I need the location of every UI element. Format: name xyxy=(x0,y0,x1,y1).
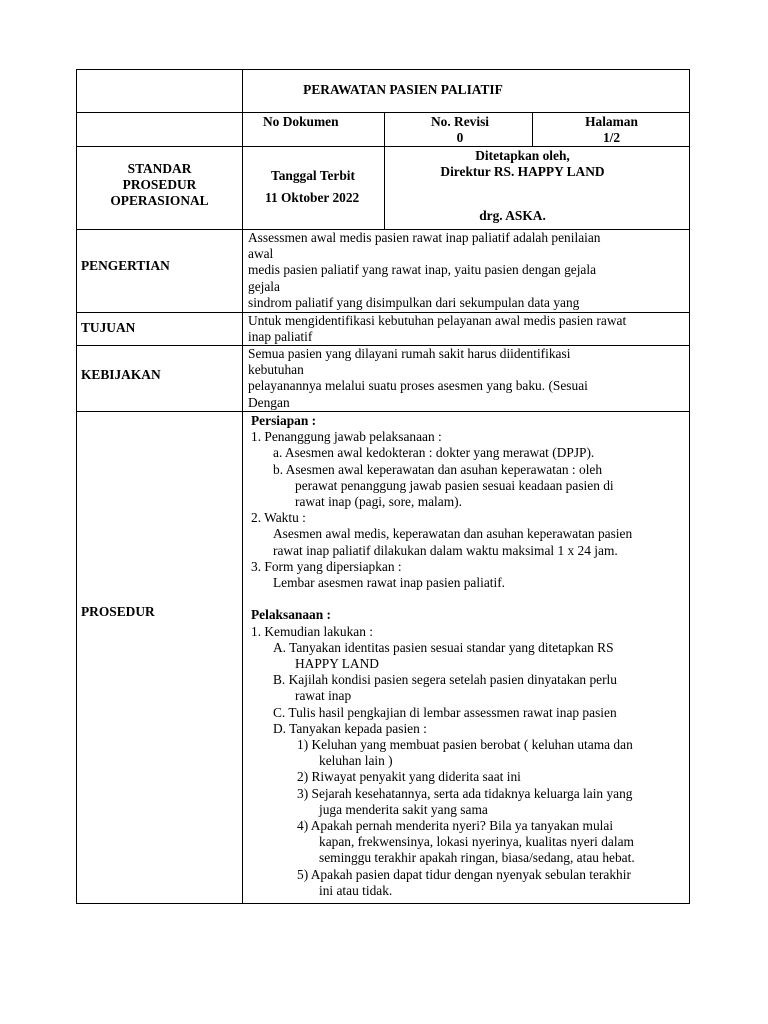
list-item: b. Asesmen awal keperawatan dan asuhan keperawatan : oleh xyxy=(273,461,603,477)
list-item: ini atau tidak. xyxy=(319,882,393,898)
document-title: PERAWATAN PASIEN PALIATIF xyxy=(303,82,503,97)
spo-line-1: STANDAR xyxy=(127,161,192,176)
pelaksanaan-heading: Pelaksanaan : xyxy=(251,607,331,623)
list-item: juga menderita sakit yang sama xyxy=(319,801,488,817)
spo-line-3: OPERASIONAL xyxy=(110,193,209,209)
tanggal-terbit-value: 11 Oktober 2022 xyxy=(265,190,360,206)
list-item: 3. Form yang dipersiapkan : xyxy=(251,558,402,574)
pengertian-label: PENGERTIAN xyxy=(81,258,170,273)
kebijakan-label: KEBIJAKAN xyxy=(81,367,161,382)
list-item: 1. Kemudian lakukan : xyxy=(251,623,373,639)
no-dokumen-label: No Dokumen xyxy=(263,114,339,129)
list-item: 4) Apakah pernah menderita nyeri? Bila ya tanyakan mulai xyxy=(297,818,614,834)
list-item: A. Tanyakan identitas pasien sesuai standar yang ditetapkan RS xyxy=(273,639,614,655)
list-item: kapan, frekwensinya, lokasi nyerinya, kualitas nyeri dalam xyxy=(319,834,634,850)
pengertian-line: sindrom paliatif yang disimpulkan dari sekumpulan data yang xyxy=(248,294,580,310)
kebijakan-line: Semua pasien yang dilayani rumah sakit harus diidentifikasi xyxy=(248,346,571,361)
pengertian-text xyxy=(248,230,601,311)
list-item: rawat inap (pagi, sore, malam). xyxy=(295,494,462,510)
list-item: 3) Sejarah kesehatannya, serta ada tidaknya keluarga lain yang xyxy=(297,785,633,801)
list-item: HAPPY LAND xyxy=(295,656,379,672)
tujuan-line: inap paliatif xyxy=(248,329,313,345)
list-item: seminggu terakhir apakah ringan, biasa/sedang, atau hebat. xyxy=(319,850,635,866)
kebijakan-line: pelayanannya melalui suatu proses asesmen yang baku. (Sesuai xyxy=(248,378,588,394)
list-item: 1) Keluhan yang membuat pasien berobat ( keluhan utama dan xyxy=(297,737,633,753)
no-revisi-cell xyxy=(420,114,500,146)
list-item: C. Tulis hasil pengkajian di lembar assessmen rawat inap pasien xyxy=(273,704,617,720)
kebijakan-line: Dengan xyxy=(248,394,290,410)
list-item: Asesmen awal medis, keperawatan dan asuhan keperawatan pasien xyxy=(273,526,633,542)
list-item: Lembar asesmen rawat inap pasien paliatif. xyxy=(273,575,506,591)
list-item: a. Asesmen awal kedokteran : dokter yang merawat (DPJP). xyxy=(273,445,595,461)
list-item: 1. Penanggung jawab pelaksanaan : xyxy=(251,429,442,445)
list-item: keluhan lain ) xyxy=(319,753,393,769)
persiapan-heading: Persiapan : xyxy=(251,413,317,428)
no-revisi-value: 0 xyxy=(456,130,464,146)
kebijakan-line: kebutuhan xyxy=(248,362,304,378)
list-item: rawat inap xyxy=(295,688,352,704)
list-item: perawat penanggung jawab pasien sesuai keadaan pasien di xyxy=(295,477,614,493)
ditetapkan-cell xyxy=(385,148,690,225)
pengertian-line: awal xyxy=(248,246,274,262)
pengertian-line: gejala xyxy=(248,278,280,294)
pengertian-line: medis pasien paliatif yang rawat inap, yaitu pasien dengan gejala xyxy=(248,262,597,278)
spacer xyxy=(251,591,635,607)
list-item: rawat inap paliatif dilakukan dalam waktu maksimal 1 x 24 jam. xyxy=(273,542,618,558)
tujuan-text xyxy=(248,313,626,345)
tujuan-label: TUJUAN xyxy=(81,320,136,335)
halaman-value: 1/2 xyxy=(602,130,621,146)
tujuan-line: Untuk mengidentifikasi kebutuhan pelayanan awal medis pasien rawat xyxy=(248,313,627,328)
list-item: B. Kajilah kondisi pasien segera setelah pasien dinyatakan perlu xyxy=(273,672,617,688)
halaman-cell xyxy=(533,114,690,146)
halaman-label: Halaman xyxy=(585,114,638,129)
list-item: 2) Riwayat penyakit yang diderita saat ini xyxy=(297,769,521,785)
pengertian-line: Assessmen awal medis pasien rawat inap paliatif adalah penilaian xyxy=(248,230,601,245)
no-revisi-label: No. Revisi xyxy=(430,114,490,129)
kebijakan-text xyxy=(248,346,588,411)
prosedur-label: PROSEDUR xyxy=(81,604,155,619)
spo-label xyxy=(77,161,242,210)
spo-line-2: PROSEDUR xyxy=(122,177,197,193)
list-item: 5) Apakah pasien dapat tidur dengan nyenyak sebulan terakhir xyxy=(297,866,631,882)
list-item: 2. Waktu : xyxy=(251,510,306,526)
signer-name: drg. ASKA. xyxy=(479,208,546,224)
tanggal-terbit-cell xyxy=(265,168,359,206)
direktur-label: Direktur RS. HAPPY LAND xyxy=(440,164,605,180)
list-item: D. Tanyakan kepada pasien : xyxy=(273,720,427,736)
prosedur-text xyxy=(251,413,635,899)
ditetapkan-label: Ditetapkan oleh, xyxy=(475,148,570,163)
tanggal-terbit-label: Tanggal Terbit xyxy=(271,168,355,183)
